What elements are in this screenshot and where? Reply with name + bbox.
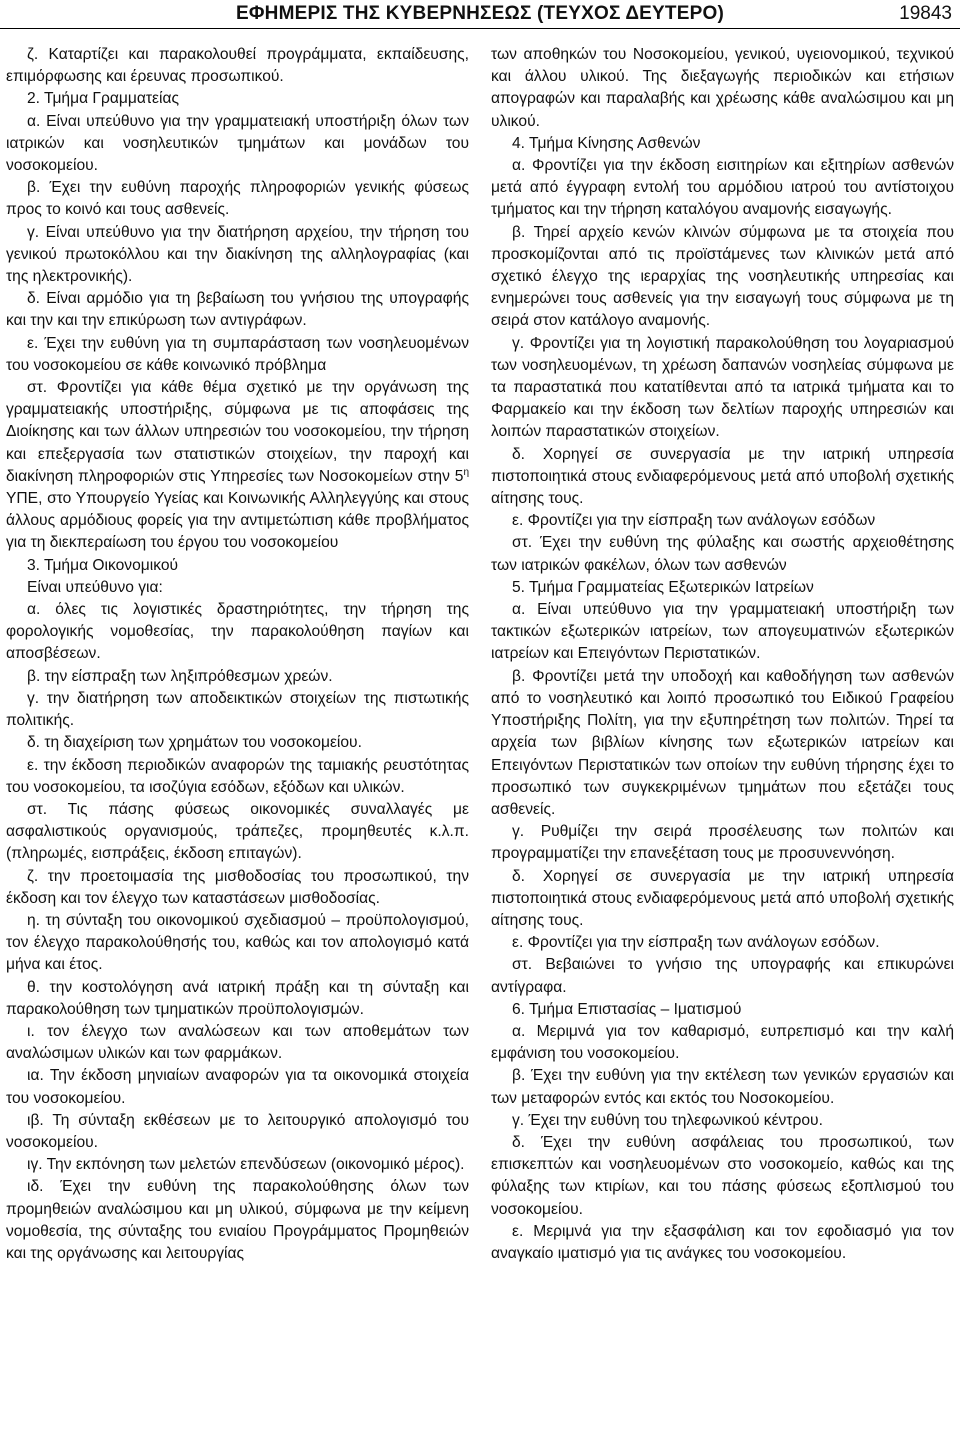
paragraph: δ. Χορηγεί σε συνεργασία με την ιατρική υπηρεσία πιστοποιητικά στους ενδιαφερόμενους μετά από υποβολή σχετικής αίτησης τους. <box>491 867 954 929</box>
paragraph: ιγ. Την εκπόνηση των μελετών επενδύσεων (οικονομικό μέρος). <box>27 1156 465 1174</box>
paragraph: στ. Τις πάσης φύσεως οικονομικές συναλλαγές με ασφαλιστικούς οργανισμούς, τράπεζες, προμηθευτές κ.λ.π. (πληρωμές, εισπράξεις, έκδοση επιταγών). <box>6 800 469 863</box>
paragraph: α. όλες τις λογιστικές δραστηριότητες, την τήρηση της φορολογικής νομοθεσίας, την παρακολούθηση παγίων και αποσβέσεων. <box>6 601 469 663</box>
paragraph: η. τη σύνταξη του οικονομικού σχεδιασμού – προϋπολογισμού, τον έλεγχο παρακολούθησής του, καθώς και τον απολογισμό κατά μήνα και έτος. <box>6 911 469 974</box>
left-column <box>6 44 469 1265</box>
paragraph: β. Τηρεί αρχείο κενών κλινών σύμφωνα με τα στοιχεία που προσκομίζονται από τις προϊστάμενες των κλινικών μετά από σχετικό έλεγχο της ιεραρχίας της νοσηλευτικής υπηρεσίας και ενημερώνει τους ασθενείς για την εισαγωγή τους σύμφωνα με τη σειρά στον κατάλογο αναμονής. <box>491 223 954 330</box>
paragraph: β. Έχει την ευθύνη για την εκτέλεση των γενικών εργασιών και των μεταφορών εντός και εκτός του Νοσοκομείου. <box>491 1067 954 1107</box>
page-number: 19843 <box>899 3 952 24</box>
page-header <box>0 0 960 29</box>
paragraph: γ. την διατήρηση των αποδεικτικών στοιχείων της πιστωτικής πολιτικής. <box>6 689 469 730</box>
paragraph: γ. Έχει την ευθύνη του τηλεφωνικού κέντρου. <box>512 1111 823 1129</box>
section-heading: 2. Τμήμα Γραμματείας <box>27 90 179 108</box>
paragraph: στ. Βεβαιώνει το γνήσιο της υπογραφής και επικυρώνει αντίγραφα. <box>491 956 954 996</box>
paragraph: β. Φροντίζει μετά την υποδοχή και καθοδήγηση των ασθενών από το νοσηλευτικό και λοιπό προσωπικό του Ειδικού Γραφείου Υποστήριξης Πολίτη, για την εξυπηρέτηση των πολιτών. Τηρεί τα αρχεία των βιβλίων κίνησης των εξωτερικών ιατρείων και Επειγόντων Περιστατικών των οποίων την ευθύνη τήρησης έχει το προσωπικό των συγκεκριμένων τμημάτων που εξετάζει τους ασθενείς. <box>491 667 954 818</box>
paragraph: ε. την έκδοση περιοδικών αναφορών της ταμιακής ρευστότητας του νοσοκομείου, τα ισοζύγια εσόδων, εξόδων και υλικών. <box>6 756 469 796</box>
paragraph: ιδ. Έχει την ευθύνη της παρακολούθησης όλων των προμηθειών αναλώσιμου και μη υλικού, σύμφωνα με την κείμενη νομοθεσία, της σύνταξης του ενιαίου Προγράμματος Προμηθειών και της οργάνωσης και λειτουργίας <box>6 1178 469 1262</box>
paragraph: ια. Την έκδοση μηνιαίων αναφορών για τα οικονομικά στοιχεία του νοσοκομείου. <box>6 1067 469 1107</box>
paragraph: β. Έχει την ευθύνη παροχής πληροφοριών γενικής φύσεως προς το κοινό και τους ασθενείς. <box>6 179 469 219</box>
paragraph <box>6 377 469 555</box>
paragraph: Είναι υπεύθυνο για: <box>27 578 163 596</box>
paragraph: α. Είναι υπεύθυνο για την γραμματειακή υποστήριξη των τακτικών εξωτερικών ιατρείων, των απογευματινών εξωτερικών ιατρείων και Επειγόντων Περιστατικών. <box>491 601 954 663</box>
paragraph: γ. Ρυθμίζει την σειρά προσέλευσης των πολιτών και προγραμματίζει την επανεξέταση τους με προσυνεννόηση. <box>491 823 954 863</box>
paragraph: δ. Έχει την ευθύνη ασφάλειας του προσωπικού, των επισκεπτών και νοσηλευομένων στο νοσοκομείο, καθώς και της φύλαξης των κτιρίων, και του πάσης φύσεως εξοπλισμού του νοσοκομείου. <box>491 1133 954 1218</box>
paragraph: δ. τη διαχείριση των χρημάτων του νοσοκομείου. <box>27 734 362 752</box>
paragraph: ζ. την προετοιμασία της μισθοδοσίας του προσωπικού, την έκδοση και τον έλεγχο των καταστάσεων μισθοδοσίας. <box>6 867 469 907</box>
paragraph: των αποθηκών του Νοσοκομείου, γενικού, υγειονομικού, τεχνικού και άλλου υλικού. Της διεξαγωγής περιοδικών και ετήσιων απογραφών και παραλαβής και χρέωσης κάθε αναλώσιμου και μη υλικού. <box>491 46 954 130</box>
section-heading: 6. Τμήμα Επιστασίας – Ιματισμού <box>512 1000 742 1018</box>
paragraph: α. Φροντίζει για την έκδοση εισιτηρίων και εξιτηρίων ασθενών μετά από έγγραφη εντολή του αρμόδιου ιατρού του αντίστοιχου τμήματος και την τήρηση καταλόγου αναμονής εισαγωγής. <box>491 157 954 219</box>
paragraph: γ. Φροντίζει για τη λογιστική παρακολούθηση του λογαριασμού των νοσηλευομένων, τη χρέωση δαπανών νοσηλείας σύμφωνα με τα παραστατικά που κατατίθενται από τα ιατρικά τμήματα και το Φαρμακείο και την έκδοση των δελτίων παροχής υπηρεσιών και λοιπών παραστατικών στοιχείων. <box>491 334 954 441</box>
paragraph: ε. Μεριμνά για την εξασφάλιση και τον εφοδιασμό για τον αναγκαίο ιματισμό για τις ανάγκες του νοσοκομείου. <box>491 1222 954 1262</box>
superscript: η <box>463 466 469 478</box>
section-heading: 3. Τμήμα Οικονομικού <box>27 556 179 574</box>
section-heading: 4. Τμήμα Κίνησης Ασθενών <box>512 134 701 152</box>
paragraph: δ. Είναι αρμόδιο για τη βεβαίωση του γνήσιου της υπογραφής και την και την επικύρωση των αντιγράφων. <box>6 290 469 330</box>
paragraph: θ. την κοστολόγηση ανά ιατρική πράξη και τη σύνταξη και παρακολούθηση των τμηματικών προϋπολογισμών. <box>6 978 469 1018</box>
section-heading: 5. Τμήμα Γραμματείας Εξωτερικών Ιατρείων <box>512 578 814 596</box>
paragraph: ε. Φροντίζει για την είσπραξη των ανάλογων εσόδων. <box>512 934 880 952</box>
paragraph: στ. Έχει την ευθύνη της φύλαξης και σωστής αρχειοθέτησης των ιατρικών φακέλων, όλων των ασθενών <box>491 534 954 574</box>
paragraph: α. Είναι υπεύθυνο για την γραμματειακή υποστήριξη όλων των ιατρικών και νοσηλευτικών τμημάτων και μονάδων του νοσοκομείου. <box>6 112 469 175</box>
paragraph-text: ΥΠΕ, στο Υπουργείο Υγείας και Κοινωνικής Αλληλεγγύης και στους άλλους αρμόδιους φορείς για την αντιμετώπιση κάθε προβλήματος για τη διεκπεραίωση του έργου του νοσοκομείου <box>6 490 469 552</box>
paragraph: ε. Έχει την ευθύνη για τη συμπαράσταση των νοσηλευομένων του νοσοκομείου σε κάθε κοινωνικό πρόβλημα <box>6 334 469 374</box>
paragraph: β. την είσπραξη των ληξιπρόθεσμων χρεών. <box>27 667 333 685</box>
paragraph: ιβ. Τη σύνταξη εκθέσεων με το λειτουργικό απολογισμό του νοσοκομείου. <box>6 1111 469 1151</box>
paragraph: γ. Είναι υπεύθυνο για την διατήρηση αρχείου, την τήρηση του γενικού πρωτοκόλλου και την διακίνηση της αλληλογραφίας (και της ηλεκτρονικής). <box>6 223 469 286</box>
right-column <box>491 44 954 1265</box>
paragraph: δ. Χορηγεί σε συνεργασία με την ιατρική υπηρεσία πιστοποιητικά στους ενδιαφερόμενους μετά από υποβολή σχετικής αίτησης τους. <box>491 445 954 508</box>
paragraph: α. Μεριμνά για τον καθαρισμό, ευπρεπισμό και την καλή εμφάνιση του νοσοκομείου. <box>491 1022 954 1063</box>
paragraph: ε. Φροντίζει για την είσπραξη των ανάλογων εσόδων <box>512 512 876 530</box>
paragraph-text: στ. Φροντίζει για κάθε θέμα σχετικό με την οργάνωση της γραμματειακής υποστήριξης, σύμφωνα με τις αποφάσεις της Διοίκησης και των άλλων υπηρεσιών του νοσοκομείου, την τήρηση και επεξεργασία των στατιστικών στοιχείων, την παροχή και διακίνηση πληροφοριών στις Υπηρεσίες των Νοσοκομείων στην 5 <box>6 379 469 485</box>
paragraph: ζ. Καταρτίζει και παρακολουθεί προγράμματα, εκπαίδευσης, επιμόρφωσης και έρευνας προσωπικού. <box>6 46 469 86</box>
paragraph: ι. τον έλεγχο των αναλώσεων και των αποθεμάτων των αναλώσιμων υλικών και των φαρμάκων. <box>6 1022 469 1063</box>
gazette-title: ΕΦΗΜΕΡΙΣ ΤΗΣ ΚΥΒΕΡΝΗΣΕΩΣ (ΤΕΥΧΟΣ ΔΕΥΤΕΡΟ) <box>236 3 724 24</box>
